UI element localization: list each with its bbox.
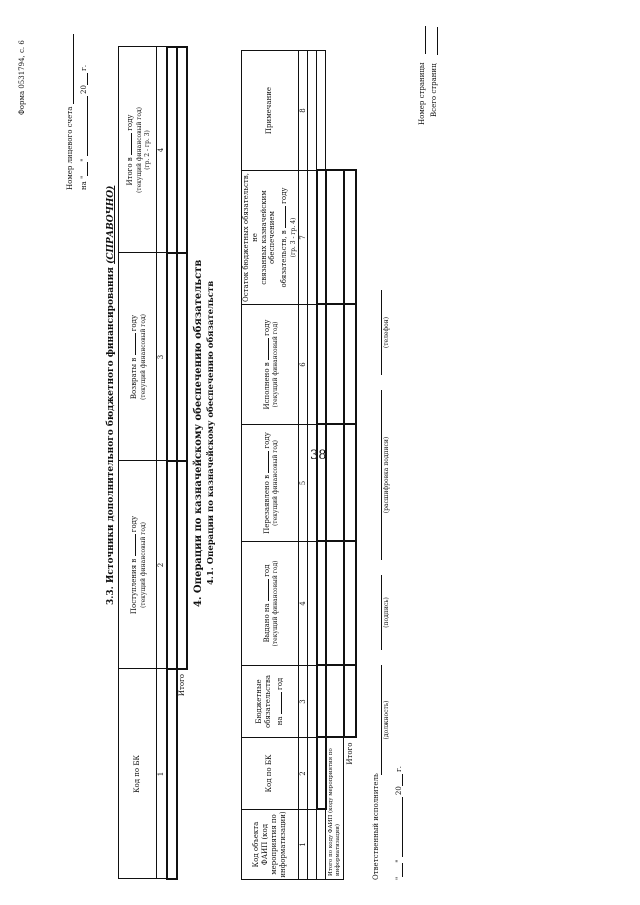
section-3-3-title: 3.3. Источники дополнительного бюджетного финансирования (СПРАВОЧНО) [106,185,116,605]
table-cell[interactable] [308,171,317,305]
table-cell[interactable] [177,253,187,461]
table-cell[interactable] [317,738,326,810]
total-label: Итого [177,674,186,697]
signature-field[interactable] [372,575,382,650]
sign-day-field[interactable] [402,863,403,877]
table-cell[interactable] [326,542,344,666]
col-number: 2 [298,738,308,810]
total-label: Итого [345,742,354,765]
executor-label: Ответственный исполнитель [372,773,380,880]
col-header-faip-code: Код объекта ФАИП (код мероприятия по информатизации) [242,810,299,880]
col-header-receipts: Поступления в году (текущий финансовый год) [119,461,157,669]
table-cell[interactable] [167,47,177,253]
table-cell[interactable] [317,171,326,305]
table-cell[interactable] [317,666,326,738]
sign-month-field[interactable] [402,797,403,857]
report-month-field[interactable] [87,96,88,156]
col-header-bk-code: Код по БК [119,669,157,879]
table-cell[interactable] [326,425,344,542]
col-header-remaining: Остаток бюджетных обязательств, не связанных казначейским обеспечением обязательств, в году (гр. 3 - гр. 4) [242,171,299,305]
total-pages-row: Всего страниц [430,27,438,117]
account-number-field[interactable] [73,34,74,104]
table-cell[interactable] [326,666,344,738]
table-cell[interactable] [167,461,177,669]
section-3-3-table [118,46,188,880]
col-header-executed: Исполнено в году (текущий финансовый год) [242,305,299,425]
table-cell[interactable] [317,810,326,880]
col-number: 6 [298,305,308,425]
col-header-total: Итого в году (текущий финансовый год) (гр. 2 - гр. 3) [119,47,157,253]
report-date: на "" 20 г. [80,64,88,190]
col-number: 4 [298,542,308,666]
table-cell[interactable] [308,305,317,425]
table-cell[interactable] [308,666,317,738]
table-cell[interactable] [308,810,317,880]
col-header-bk-code: Код по БК [242,738,299,810]
table-cell[interactable] [308,738,317,810]
col-number: 2 [157,461,167,669]
table-cell[interactable] [177,47,187,253]
report-year-field[interactable] [87,73,88,85]
table-cell[interactable] [167,669,177,879]
col-number: 1 [157,669,167,879]
position-caption: (должность) [383,700,390,740]
col-header-note: Примечание [242,51,299,171]
col-number: 8 [298,51,308,171]
table-cell[interactable] [326,305,344,425]
table-cell[interactable] [308,425,317,542]
section-4-1-title: 4.1. Операции по казначейскому обеспечению обязательств [206,280,216,585]
col-number: 5 [298,425,308,542]
table-cell[interactable] [344,666,356,738]
table-cell[interactable] [344,542,356,666]
table-cell[interactable] [167,253,177,461]
col-number: 3 [298,666,308,738]
col-header-budget-obligations: Бюджетные обязательства на год [242,666,299,738]
col-number: 4 [157,47,167,253]
form-code: Форма 0531794, с. 6 [18,40,26,115]
section-4-1-table [241,50,357,880]
col-number: 7 [298,171,308,305]
table-cell[interactable] [344,425,356,542]
signature-caption: (подпись) [383,597,390,628]
table-cell[interactable] [317,542,326,666]
signature-date: "" 20 г. [395,766,403,880]
page-number-row: Номер страницы [418,26,426,125]
table-cell[interactable] [308,51,317,171]
table-cell[interactable] [177,461,187,669]
section-4-title: 4. Операции по казначейскому обеспечению обязательств [193,259,204,607]
col-header-returns: Возвраты в году (текущий финансовый год) [119,253,157,461]
sign-year-field[interactable] [402,774,403,786]
page-number-field[interactable] [425,26,426,54]
col-header-reapplied: Перезаявлено в году (текущий финансовый год) [242,425,299,542]
position-field[interactable] [372,665,382,775]
table-cell[interactable] [317,51,326,171]
faip-total-label: Итого по коду ФАИП (коду мероприятия по информатизации) [326,738,344,880]
table-cell[interactable] [308,542,317,666]
table-cell[interactable] [326,171,344,305]
phone-field[interactable] [372,290,382,375]
total-pages-field[interactable] [437,27,438,55]
table-cell[interactable] [317,425,326,542]
table-cell[interactable] [344,171,356,305]
col-number: 1 [298,810,308,880]
decoding-caption: (расшифровка подписи) [383,436,390,514]
col-header-issued: Выдано на год (текущий финансовый год) [242,542,299,666]
page-number: 38 [310,448,327,463]
phone-caption: (телефон) [383,316,390,349]
col-number: 3 [157,253,167,461]
table-cell[interactable] [317,305,326,425]
decoding-field[interactable] [372,390,382,560]
table-cell[interactable] [344,305,356,425]
account-number-label: Номер лицевого счета [66,34,74,190]
